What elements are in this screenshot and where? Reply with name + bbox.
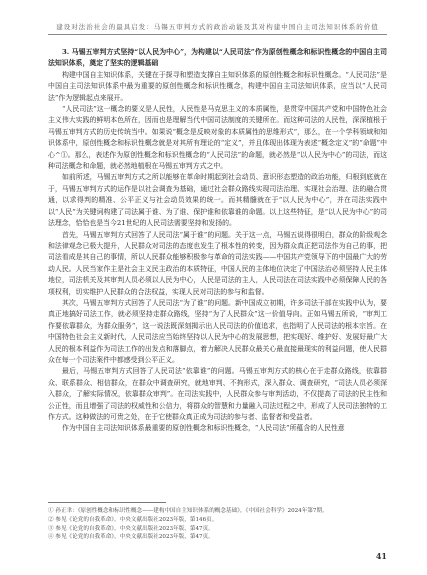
page-number: 41	[375, 551, 387, 561]
footnote: ④ 参见《论党的自我革命》，中央文献出版社2023年版，第47页。	[48, 534, 214, 541]
paragraph: 首先，马锡五审判方式回答了人民司法“属于谁”的问题。关于这一点，马锡五说得很明白，群众的阶级观念和法律观念已极大提升，人民群众对司法的态度也发生了根本性的转变，因为群众真正把司法作为自己的事，把司法看成是其自己的事情，所以人民群众能够积极参与革命的司法实践——中国共产党领导下的中国最广大的劳动人民。人民当家作主是社会主义民主政治的本质特征，中国人民的主体地位决定了中国法治必须坚持人民主体地位，司法机关及其审判人员必须以人民为中心，人民是司法的主人，人民司法在司法实践中必须保障人民的各项权利，切实维护人民群众的合法权益，实现人民对司法的参与和监督。	[48, 230, 387, 296]
footnotes	[48, 507, 387, 542]
running-header: 建设对法治社会的最具启发：马锡五审判方式的政治动能及其对构建中国自主司法知识体系的价值	[56, 23, 379, 31]
paragraph: 最后，马锡五审判方式回答了人民司法“依靠谁”的问题。马锡五审判方式的核心在于走群众路线，依靠群众、联系群众、相信群众，在群众中调查研究，就地审判、不拘形式，深入群众、调查研究，“司法人员必须深入群众，了解实际情况，依靠群众审判”。在司法实践中，人民群众参与审判活动，不仅提高了司法的民主性和公正性，而且增强了司法的权威性和公信力，将群众的智慧和力量融入司法过程之中，形成了人民司法独特的工作方式。这种做法的可贵之处，在于它使群众真正成为司法的参与者、监督者和受益者。	[48, 367, 387, 421]
paragraph: “人民司法”这一概念的要义是人民性，人民性是马克思主义的本质属性，是贯穿中国共产党和中国特色社会主义伟大实践的鲜明本色所在，因而也是理解当代中国司法制度的关键所在。而这种司法的人民性，深深植根于马锡五审判方式的历史传统当中。如果说“概念是反映对象的本质属性的思维形式”，那么，在一个学科领域和知识体系中，原创性概念和标识性概念就是对其所有理论的“定义”，并且体现出体现为表述“概念定义”的“命题”中心^①。那么，表述作为原创性概念和标识性概念的“人民司法”的命题，就必然是“以人民为中心”的司法，而这种司法概念和命题，就必然地植根在马锡五审判方式之中。	[48, 105, 387, 171]
header-rule	[48, 34, 387, 35]
footnote: ③ 参见《论党的自我革命》，中央文献出版社2023年版，第47页。	[48, 525, 214, 532]
section-heading: 3. 马锡五审判方式坚持“以人民为中心”，为构建以“人民司法”作为原创性概念和标识性概念的中国自主司法知识体系，奠定了坚实的逻辑基础	[48, 48, 387, 68]
paragraph: 其次，马锡五审判方式回答了人民司法“为了谁”的问题。新中国成立初期，许多司法干部在实践中认为，要真正地搞好司法工作，就必须坚持走群众路线，坚持“为了人民群众”这一价值导向。正如马锡五所说，“审判工作要依靠群众，为群众服务”，这一说法既深刻揭示出人民司法的价值追求，也指明了人民司法的根本宗旨。在中国特色社会主义新时代，人民司法应当始终坚持以人民为中心的发展思想，把实现好、维护好、发展好最广大人民的根本利益作为司法工作的出发点和落脚点，着力解决人民群众最关心最直接最现实的利益问题，使人民群众在每一个司法案件中都感受到公平正义。	[48, 298, 387, 364]
article-body	[48, 47, 387, 435]
paragraph: 作为中国自主司法知识体系最重要的原创性概念和标识性概念，“人民司法”所蕴含的人民性意	[62, 424, 345, 433]
paragraph: 构建中国自主知识体系，关键在于探寻和塑造支撑自主知识体系的原创性概念和标识性概念。“人民司法”是中国自主司法知识体系中最为重要的原创性概念和标识性概念，构建中国自主司法知识体系，应当以“人民司法”作为逻辑起点来展开。	[48, 70, 387, 102]
footnote-rule	[48, 502, 166, 503]
footnote: ① 孙正聿：《原创性概念和标识性概念——建构中国自主知识体系的概念基础》，《中国社会科学》2024年第7期。	[48, 508, 328, 514]
footnote: ② 参见《论党的自我革命》，中央文献出版社2023年版，第146页。	[48, 516, 218, 523]
paragraph: 如前所述，马锡五审判方式之所以能够在革命时期起到社会动员、意识形态塑造的政治功能，归根到底就在于，马锡五审判方式的运作是以社会调查为基础，通过社会群众路线实现司法治理、实现社会治理、法的融合贯通，以求得判的精准、公平正义与社会动员效果的统一。而其精髓就在于“以人民为中心”，并在司法实践中以“人民”为关键词构建了司法属于谁、为了谁、保护谁和依靠谁的命题。以上这些特征，是“以人民为中心”的司法理念，恰恰也是当今21世纪的人民司法需要坚持和发扬的。	[48, 173, 387, 228]
